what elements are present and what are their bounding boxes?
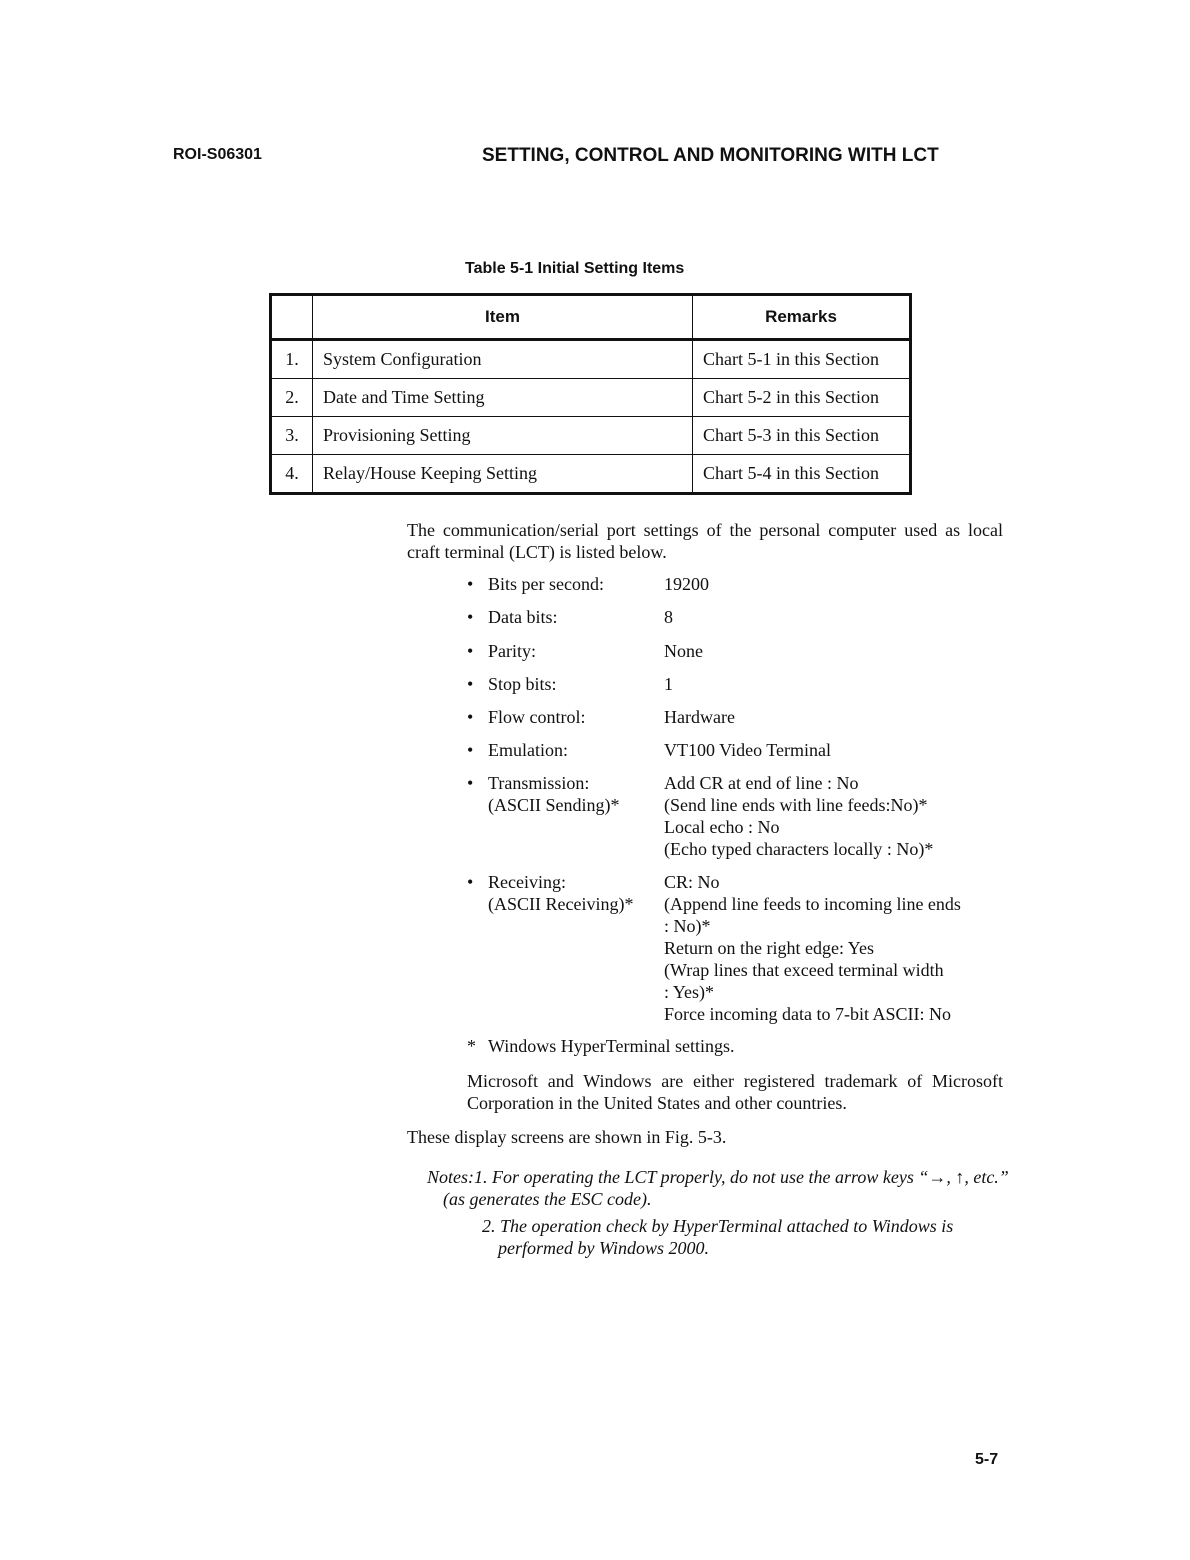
setting-label: Flow control: — [488, 707, 586, 727]
table-row — [271, 379, 911, 417]
setting-value: CR: No — [664, 872, 720, 892]
setting-value: VT100 Video Terminal — [664, 740, 831, 760]
footnote-mark: * — [467, 1036, 476, 1056]
note-2: 2. The operation check by HyperTerminal attached to Windows is performed by Windows 2000. — [482, 1216, 954, 1258]
table-row — [271, 455, 911, 494]
setting-value: (Echo typed characters locally : No)* — [664, 839, 934, 859]
setting-value: 8 — [664, 607, 673, 627]
bullet-icon: • — [467, 707, 474, 727]
bullet-icon: • — [467, 674, 474, 694]
setting-value: (Wrap lines that exceed terminal width — [664, 960, 944, 980]
setting-value: (Append line feeds to incoming line ends — [664, 894, 961, 914]
footnote-text: Windows HyperTerminal settings. — [488, 1036, 735, 1056]
setting-label: Parity: — [488, 641, 536, 661]
setting-label: (ASCII Sending)* — [488, 795, 620, 815]
setting-value: Force incoming data to 7-bit ASCII: No — [664, 1004, 951, 1024]
setting-label: Receiving: — [488, 872, 566, 892]
row-item: Provisioning Setting — [313, 417, 693, 455]
intro-paragraph: The communication/serial port settings of the personal computer used as local craft terminal (LCT) is listed below. — [407, 520, 1003, 562]
row-number: 4. — [271, 455, 313, 494]
setting-value: None — [664, 641, 703, 661]
setting-value: : Yes)* — [664, 982, 715, 1002]
setting-value: Return on the right edge: Yes — [664, 938, 874, 958]
row-number: 3. — [271, 417, 313, 455]
header-remarks: Remarks — [693, 295, 911, 340]
row-number: 1. — [271, 340, 313, 379]
row-item: System Configuration — [313, 340, 693, 379]
setting-label: (ASCII Receiving)* — [488, 894, 634, 914]
bullet-icon: • — [467, 773, 474, 793]
row-remarks: Chart 5-1 in this Section — [693, 340, 911, 379]
setting-label: Data bits: — [488, 607, 558, 627]
header-item: Item — [313, 295, 693, 340]
setting-value: Hardware — [664, 707, 735, 727]
table-caption: Table 5-1 Initial Setting Items — [465, 260, 685, 277]
row-item: Date and Time Setting — [313, 379, 693, 417]
row-remarks: Chart 5-2 in this Section — [693, 379, 911, 417]
setting-label: Bits per second: — [488, 574, 604, 594]
setting-value: Local echo : No — [664, 817, 780, 837]
setting-label: Stop bits: — [488, 674, 557, 694]
bullet-icon: • — [467, 740, 474, 760]
setting-value: : No)* — [664, 916, 711, 936]
row-remarks: Chart 5-3 in this Section — [693, 417, 911, 455]
table-row — [271, 340, 911, 379]
setting-value: Add CR at end of line : No — [664, 773, 859, 793]
row-remarks: Chart 5-4 in this Section — [693, 455, 911, 494]
table-row — [271, 417, 911, 455]
bullet-icon: • — [467, 574, 474, 594]
setting-value: 1 — [664, 674, 673, 694]
bullet-icon: • — [467, 641, 474, 661]
table-header-row — [271, 295, 911, 340]
setting-value: (Send line ends with line feeds:No)* — [664, 795, 928, 815]
page-number: 5-7 — [975, 1451, 999, 1468]
setting-label: Transmission: — [488, 773, 590, 793]
row-item: Relay/House Keeping Setting — [313, 455, 693, 494]
setting-value: 19200 — [664, 574, 709, 594]
trademark-paragraph: Microsoft and Windows are either registered trademark of Microsoft Corporation in the United States and other countries. — [467, 1071, 1003, 1113]
header-number — [271, 295, 313, 340]
page-title: SETTING, CONTROL AND MONITORING WITH LCT — [482, 145, 939, 166]
row-number: 2. — [271, 379, 313, 417]
setting-label: Emulation: — [488, 740, 568, 760]
footnote — [467, 1036, 735, 1057]
bullet-icon: • — [467, 607, 474, 627]
display-screens-line: These display screens are shown in Fig. 5-3. — [407, 1127, 727, 1147]
bullet-icon: • — [467, 872, 474, 892]
initial-setting-table — [269, 293, 912, 495]
note-1: Notes:1. For operating the LCT properly, do not use the arrow keys “→, ↑, etc.” (as generates the ESC code). — [427, 1167, 1009, 1209]
document-id: ROI-S06301 — [173, 146, 262, 163]
